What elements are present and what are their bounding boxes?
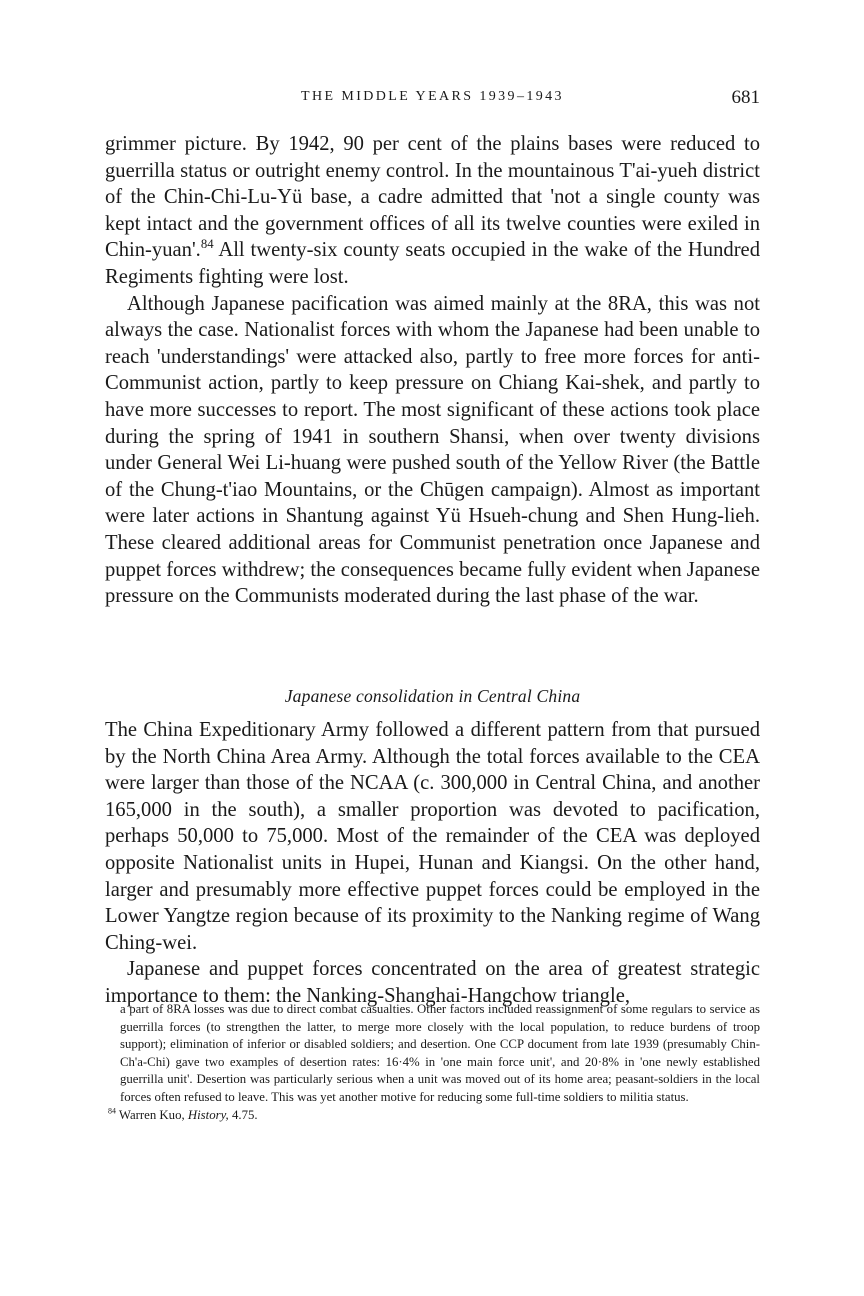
paragraph-1 [105,131,760,291]
paragraph-2: Although Japanese pacification was aimed mainly at the 8RA, this was not always the case. Nationalist forces with whom the Japanese had been unable to reach 'understandings' were attacked also, partly to free more forces for anti-Communist action, partly to keep pressure on Chiang Kai-shek, and partly to have more successes to report. The most significant of these actions took place during the spring of 1941 in southern Shansi, when over twenty divisions under General Wei Li-huang were pushed south of the Yellow River (the Battle of the Chung-t'iao Mountains, or the Chūgen campaign). Almost as important were later actions in Shantung against Yü Hsueh-chung and Shen Hung-lieh. These cleared additional areas for Communist penetration once Japanese and puppet forces withdrew; the consequences became fully evident when Japanese pressure on the Communists moderated during the last phase of the war. [105,292,760,608]
running-title: THE MIDDLE YEARS 1939–1943 [301,89,564,104]
section-heading: Japanese consolidation in Central China [284,686,581,706]
running-head [105,87,760,111]
footnote-84-marker: 84 [108,1106,116,1116]
page-number: 681 [731,87,760,108]
footnotes [108,1001,760,1124]
footnote-84 [108,1107,760,1125]
footnote-84-author: Warren Kuo, [118,1107,185,1122]
footnote-84-work: History, [187,1107,229,1122]
paragraph-4: Japanese and puppet forces concentrated on the area of greatest strategic importance to them: the Nanking-Shanghai-Hangchow triangle, [105,958,760,1007]
footnote-ref-84: 84 [200,237,214,252]
paragraph-1-text: grimmer picture. By 1942, 90 per cent of the plains bases were reduced to guerrilla status or outright enemy control. In the mountainous T'ai-yueh district of the Chin-Chi-Lu-Yü base, a cadre admitted that 'not a single county was kept intact and the government offices of all its twelve counties were exiled in Chin-yuan'. [105,133,760,262]
paragraph-1-text-cont: All twenty-six county seats occupied in the wake of the Hundred Regiments fighting were lost. [105,239,760,288]
paragraph-3: The China Expeditionary Army followed a different pattern from that pursued by the North China Area Army. Although the total forces available to the CEA were larger than those of the NCAA (c. 300,000 in Central China, and another 165,000 in the south), a smaller proportion was devoted to pacification, perhaps 50,000 to 75,000. Most of the remainder of the CEA was deployed opposite Nationalist units in Hupei, Hunan and Kiangsi. On the other hand, larger and presumably more effective puppet forces could be employed in the Lower Yangtze region because of its proximity to the Nanking regime of Wang Ching-wei. [105,719,760,954]
body-text-upper [105,131,760,610]
footnote-84-pages: 4.75. [231,1107,258,1122]
footnote-continued: a part of 8RA losses was due to direct combat casualties. Other factors included reassignment of some regulars to service as guerrilla forces (to strengthen the latter, to merge more closely with the local population, to reduce burdens of troop support); elimination of inferior or disabled soldiers; and desertion. One CCP document from late 1939 (presumably Chin-Ch'a-Chi) gave two examples of desertion rates: 16·4% in 'one main force unit', and 20·8% in 'one newly established guerrilla unit'. Desertion was particularly serious when a unit was moved out of its home area; peasant-soldiers in the local forces often refused to leave. This was yet another motive for reducing some full-time soldiers to militia status. [120,1002,760,1104]
body-text-lower [105,717,760,1010]
